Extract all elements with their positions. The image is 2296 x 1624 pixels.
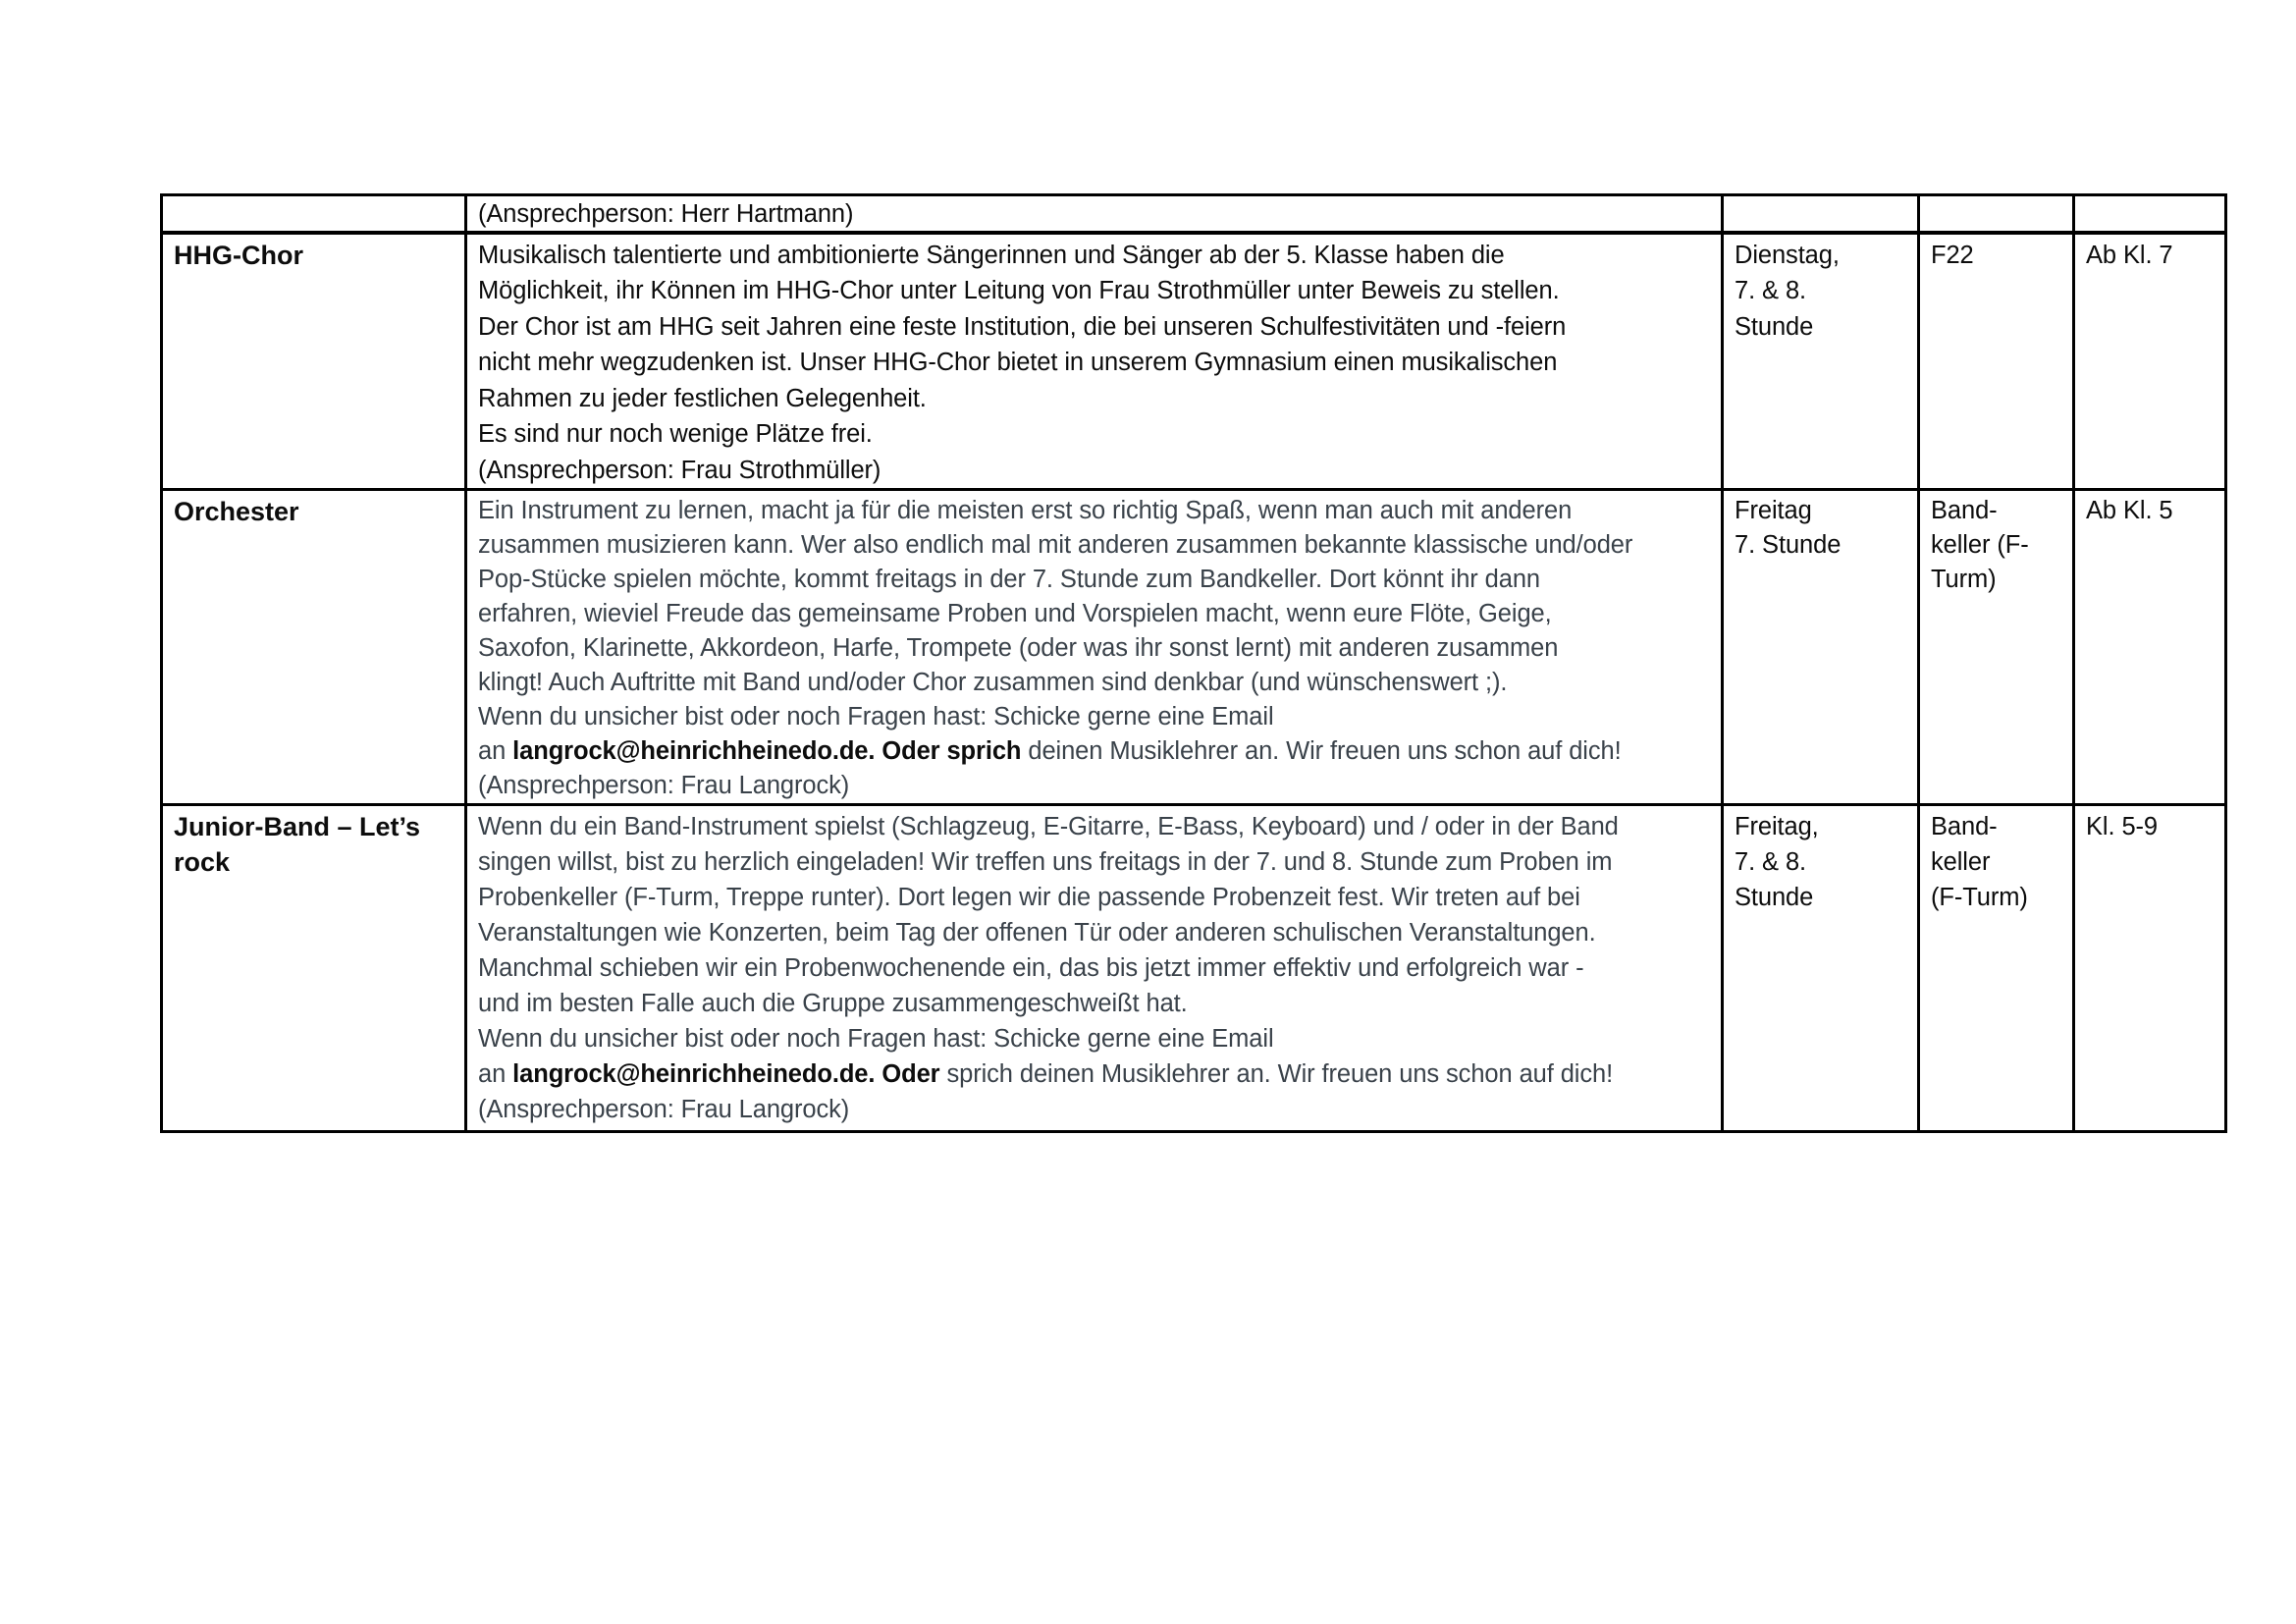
text-line: 7. & 8. — [1735, 848, 1807, 876]
description-text: nicht mehr wegzudenken ist. Unser HHG-Chor bietet in unserem Gymnasium einen musikalischen — [478, 349, 1558, 376]
text-line — [478, 273, 1713, 309]
activity-description-cell — [466, 805, 1723, 1132]
text-line: Turm) — [1931, 566, 1997, 593]
activities-table-body — [162, 195, 2226, 1132]
description-text: an — [478, 737, 513, 765]
class-level-cell — [2074, 195, 2226, 233]
description-text: und im besten Falle auch die Gruppe zusammengeschweißt hat. — [478, 990, 1188, 1017]
class-level-cell — [2074, 490, 2226, 805]
email-bold-text: langrock@heinrichheinedo.de. Oder — [512, 1060, 940, 1088]
text-line: Ab Kl. 7 — [2086, 241, 2173, 269]
text-line — [478, 597, 1713, 631]
text-line — [478, 631, 1713, 666]
description-text: Musikalisch talentierte und ambitionierte Sängerinnen und Sänger ab der 5. Klasse haben die — [478, 241, 1505, 269]
text-line: rock — [174, 847, 231, 877]
email-bold-text: langrock@heinrichheinedo.de. Oder sprich — [512, 737, 1022, 765]
description-text: Wenn du unsicher bist oder noch Fragen hast: Schicke gerne eine Email — [478, 1025, 1274, 1053]
text-line — [478, 563, 1713, 597]
description-text: Saxofon, Klarinette, Akkordeon, Harfe, Trompete (oder was ihr sonst lernt) mit anderen zusammen — [478, 634, 1559, 662]
activity-name-cell — [162, 805, 466, 1132]
description-text: singen willst, bist zu herzlich eingeladen! Wir treffen uns freitags in der 7. und 8. Stunde zum Proben im — [478, 848, 1613, 876]
text-line — [478, 381, 1713, 417]
description-text: Rahmen zu jeder festlichen Gelegenheit. — [478, 384, 927, 412]
description-text: sprich deinen Musiklehrer an. Wir freuen uns schon auf dich! — [939, 1060, 1614, 1088]
text-line — [478, 345, 1713, 381]
text-line: Band- — [1931, 813, 1998, 840]
description-text: (Ansprechperson: Frau Langrock) — [478, 772, 850, 799]
text-line — [478, 1021, 1713, 1056]
class-level-cell — [2074, 805, 2226, 1132]
schedule-cell — [1723, 490, 1919, 805]
description-text: zusammen musizieren kann. Wer also endlich mal mit anderen zusammen bekannte klassische und/oder — [478, 531, 1633, 559]
text-line: Freitag, — [1735, 813, 1819, 840]
activity-name-cell — [162, 490, 466, 805]
text-line — [478, 915, 1713, 950]
text-line — [478, 950, 1713, 986]
text-line — [478, 309, 1713, 346]
text-line — [478, 700, 1713, 734]
description-text: Probenkeller (F-Turm, Treppe runter). Dort legen wir die passende Probenzeit fest. Wir treten auf bei — [478, 884, 1580, 911]
description-text: Pop-Stücke spielen möchte, kommt freitags in der 7. Stunde zum Bandkeller. Dort könnt ihr dann — [478, 566, 1540, 593]
description-text: Der Chor ist am HHG seit Jahren eine feste Institution, die bei unseren Schulfestivitäten und -feiern — [478, 312, 1567, 341]
schedule-cell — [1723, 805, 1919, 1132]
text-line — [478, 769, 1713, 803]
text-line: Stunde — [1735, 884, 1814, 911]
text-line: (F-Turm) — [1931, 884, 2028, 911]
text-line — [478, 494, 1713, 528]
activity-description-cell — [466, 233, 1723, 490]
text-line: keller (F- — [1931, 531, 2029, 559]
activity-name-cell — [162, 233, 466, 490]
text-line: F22 — [1931, 241, 1974, 269]
description-text: Veranstaltungen wie Konzerten, beim Tag der offenen Tür oder anderen schulischen Veranstaltungen. — [478, 919, 1596, 947]
activity-description-cell — [466, 195, 1723, 233]
text-line: keller — [1931, 848, 1991, 876]
room-cell — [1919, 195, 2074, 233]
text-line: Band- — [1931, 497, 1998, 524]
description-text: Ein Instrument zu lernen, macht ja für die meisten erst so richtig Spaß, wenn man auch mit anderen — [478, 497, 1573, 524]
text-line: Stunde — [1735, 312, 1814, 341]
text-line: Junior-Band – Let’s — [174, 812, 421, 841]
activity-name-cell — [162, 195, 466, 233]
text-line: Freitag — [1735, 497, 1812, 524]
text-line — [478, 986, 1713, 1021]
text-line — [478, 238, 1713, 274]
class-level-cell — [2074, 233, 2226, 490]
description-text: an — [478, 1060, 513, 1088]
room-cell — [1919, 490, 2074, 805]
schedule-cell — [1723, 233, 1919, 490]
text-line: Ab Kl. 5 — [2086, 497, 2173, 524]
description-text: (Ansprechperson: Frau Strothmüller) — [478, 456, 881, 484]
text-line: 7. & 8. — [1735, 277, 1807, 304]
activity-description-cell — [466, 490, 1723, 805]
description-text: klingt! Auch Auftritte mit Band und/oder Chor zusammen sind denkbar (und wünschenswert ;). — [478, 669, 1508, 696]
text-line — [478, 453, 1713, 489]
text-line: Orchester — [174, 497, 299, 526]
description-text: (Ansprechperson: Frau Langrock) — [478, 1096, 850, 1123]
text-line — [478, 1056, 1713, 1092]
text-line — [478, 199, 1713, 230]
table-row — [162, 195, 2226, 233]
table-row — [162, 490, 2226, 805]
text-line: Kl. 5-9 — [2086, 813, 2158, 840]
text-line — [478, 528, 1713, 563]
text-line — [478, 809, 1713, 844]
text-line — [478, 844, 1713, 880]
description-text: deinen Musiklehrer an. Wir freuen uns schon auf dich! — [1021, 737, 1622, 765]
text-line: HHG-Chor — [174, 240, 303, 270]
schedule-cell — [1723, 195, 1919, 233]
activities-table — [160, 193, 2227, 1133]
text-line — [478, 734, 1713, 769]
text-line: 7. Stunde — [1735, 531, 1842, 559]
text-line — [478, 666, 1713, 700]
description-text: Manchmal schieben wir ein Probenwochenende ein, das bis jetzt immer effektiv und erfolgreich war - — [478, 954, 1584, 982]
description-text: Möglichkeit, ihr Können im HHG-Chor unter Leitung von Frau Strothmüller unter Beweis zu stellen. — [478, 277, 1560, 304]
description-text: Wenn du unsicher bist oder noch Fragen hast: Schicke gerne eine Email — [478, 703, 1274, 731]
room-cell — [1919, 805, 2074, 1132]
text-line — [478, 1092, 1713, 1127]
text-line: Dienstag, — [1735, 241, 1840, 269]
table-row — [162, 805, 2226, 1132]
text-line — [478, 880, 1713, 915]
description-text: Es sind nur noch wenige Plätze frei. — [478, 420, 873, 448]
description-text: erfahren, wieviel Freude das gemeinsame Proben und Vorspielen macht, wenn eure Flöte, Geige, — [478, 600, 1552, 627]
room-cell — [1919, 233, 2074, 490]
text-line — [478, 416, 1713, 453]
description-text: Wenn du ein Band-Instrument spielst (Schlagzeug, E-Gitarre, E-Bass, Keyboard) und / oder in der Band — [478, 813, 1619, 840]
description-text: (Ansprechperson: Herr Hartmann) — [478, 200, 854, 228]
table-row — [162, 233, 2226, 490]
